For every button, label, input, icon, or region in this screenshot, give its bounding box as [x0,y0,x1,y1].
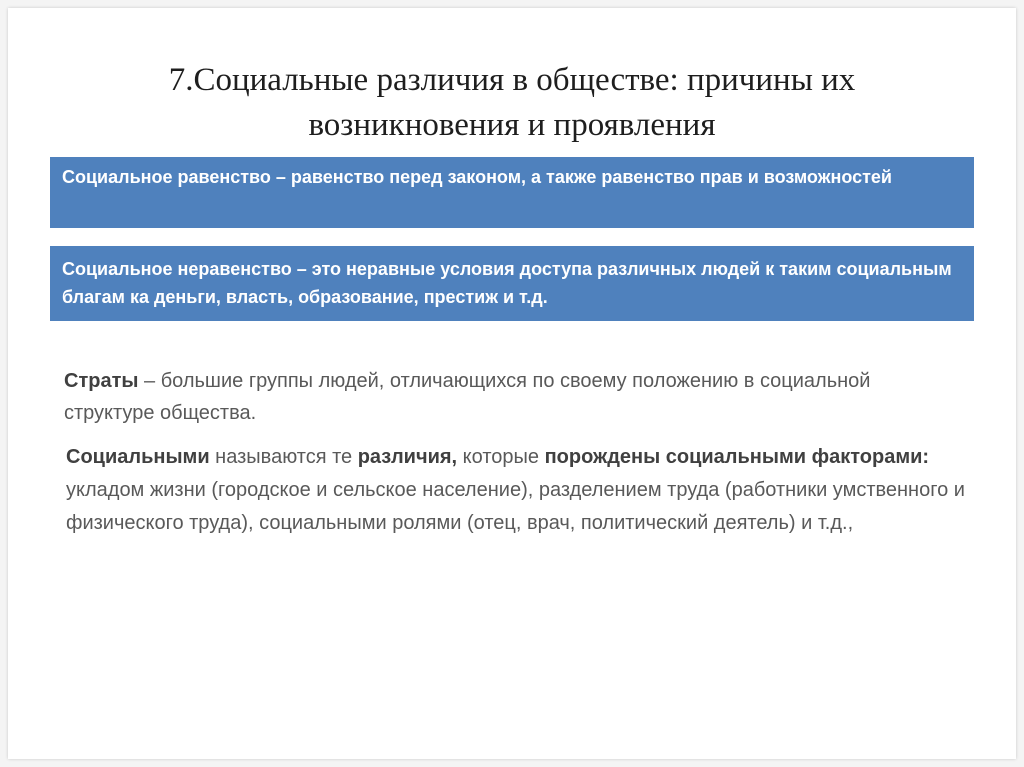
social-differences-paragraph [66,441,966,540]
social-equality-text: Социальное равенство – равенство перед законом, а также равенство прав и возможностей [62,167,892,187]
social-factors-term: порождены социальными факторами: [544,446,930,468]
differences-term: различия, [357,446,458,468]
strata-definition-text: – большие группы людей, отличающихся по своему положению в социальной структуре общества. [64,370,871,424]
strata-definition [64,365,964,429]
social-inequality-box [50,246,974,321]
social-inequality-text: Социальное неравенство – это неравные условия доступа различных людей к таким социальным благам ка деньги, власть, образование, престиж и т.д. [62,259,952,307]
social-equality-box [50,157,974,228]
social-text-3: укладом жизни (городское и сельское население), разделением труда (работники умственного и физического труда), социальными ролями (отец, врач, политический деятель) и т.д., [66,479,965,534]
social-text-1: называются те [209,446,358,468]
social-text-2: которые [457,446,545,468]
slide [8,8,1016,759]
title-line-2: возникновения и проявления [308,107,716,143]
social-term: Социальными [66,446,210,468]
title-line-1: 7.Социальные различия в обществе: причины их [168,62,856,98]
slide-title [8,58,1016,148]
strata-term: Страты [64,370,139,392]
